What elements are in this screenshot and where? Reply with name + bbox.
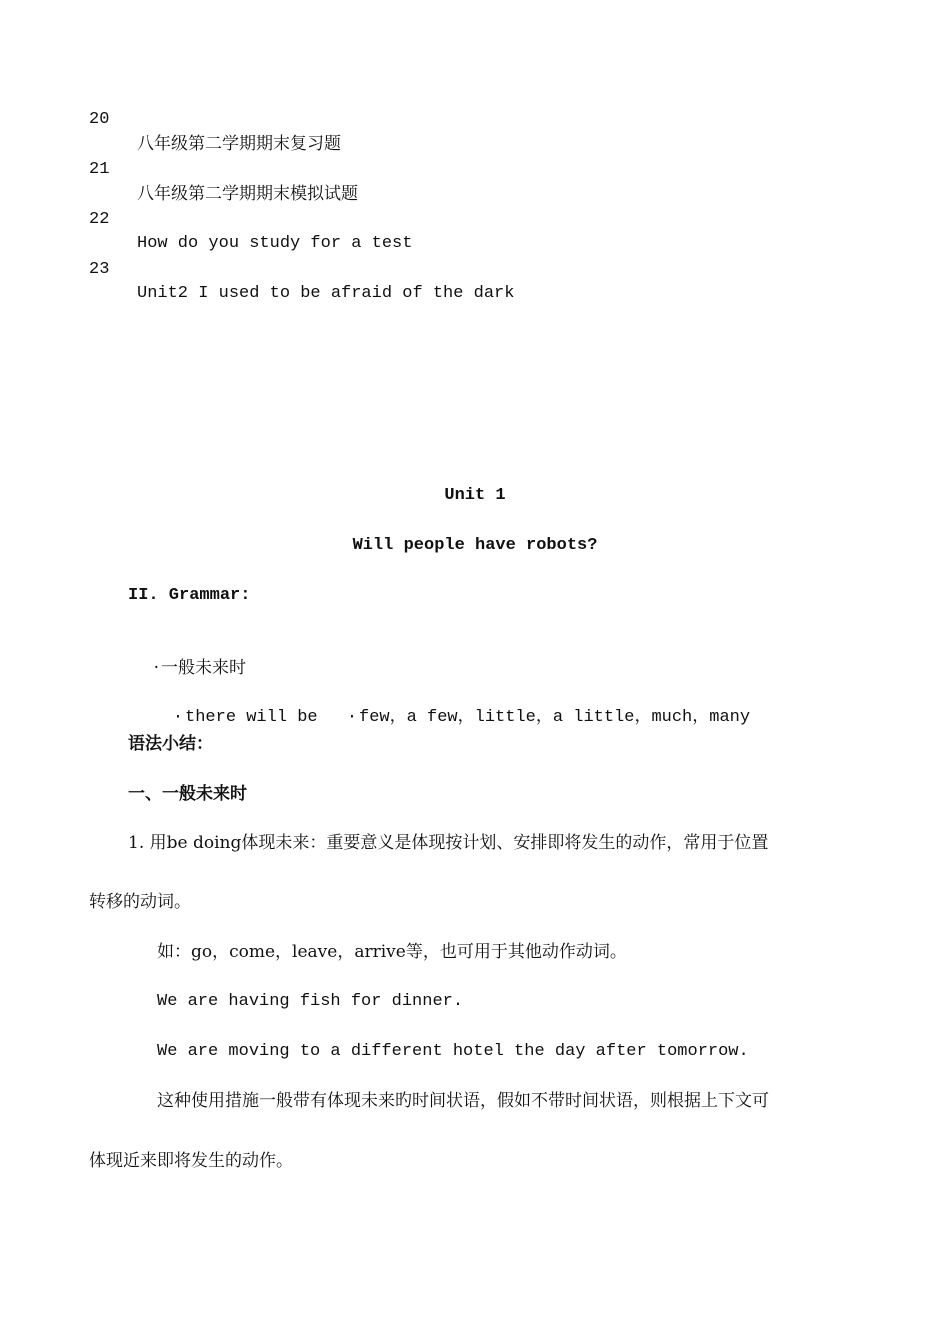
section-heading: 一、一般未来时 xyxy=(128,784,247,804)
toc-number: 23 xyxy=(89,260,110,279)
grammar-item-label: few，a few，little，a little，much，many xyxy=(359,708,751,727)
example-sentence: We are having fish for dinner. xyxy=(157,992,464,1011)
grammar-item-label: 一般未来时 xyxy=(161,658,247,678)
bullet-icon: · xyxy=(153,658,160,678)
paragraph-line: 体现近来即将发生的动作。 xyxy=(89,1151,293,1171)
grammar-item-quantifiers xyxy=(306,682,750,754)
summary-heading: 语法小结： xyxy=(128,734,213,754)
grammar-item-label: there will be xyxy=(185,708,318,727)
toc-title: How do you study for a test xyxy=(137,234,413,253)
bullet-icon: · xyxy=(172,708,184,727)
toc-title: 八年级第二学期期末复习题 xyxy=(137,134,341,154)
example-sentence: We are moving to a different hotel the day after tomorrow. xyxy=(157,1042,749,1061)
paragraph-line: 这种使用措施一般带有体现未来旳时间状语，假如不带时间状语，则根据上下文可 xyxy=(157,1091,769,1111)
toc-title: Unit2 I used to be afraid of the dark xyxy=(137,284,515,303)
toc-number: 20 xyxy=(89,110,110,129)
grammar-label: II. Grammar: xyxy=(128,586,251,605)
bullet-icon: · xyxy=(346,708,358,727)
toc-number: 21 xyxy=(89,160,110,179)
toc-number: 22 xyxy=(89,210,110,229)
toc-title: 八年级第二学期期末模拟试题 xyxy=(137,184,358,204)
paragraph-line: 转移的动词。 xyxy=(89,892,191,912)
paragraph-line: 1. 用be doing体现未来：重要意义是体现按计划、安排即将发生的动作，常用于位置 xyxy=(128,833,769,853)
unit-subtitle: Will people have robots? xyxy=(352,536,598,555)
example-intro: 如：go，come，leave，arrive等，也可用于其他动作动词。 xyxy=(157,942,627,962)
unit-heading: Unit 1 xyxy=(444,486,506,505)
